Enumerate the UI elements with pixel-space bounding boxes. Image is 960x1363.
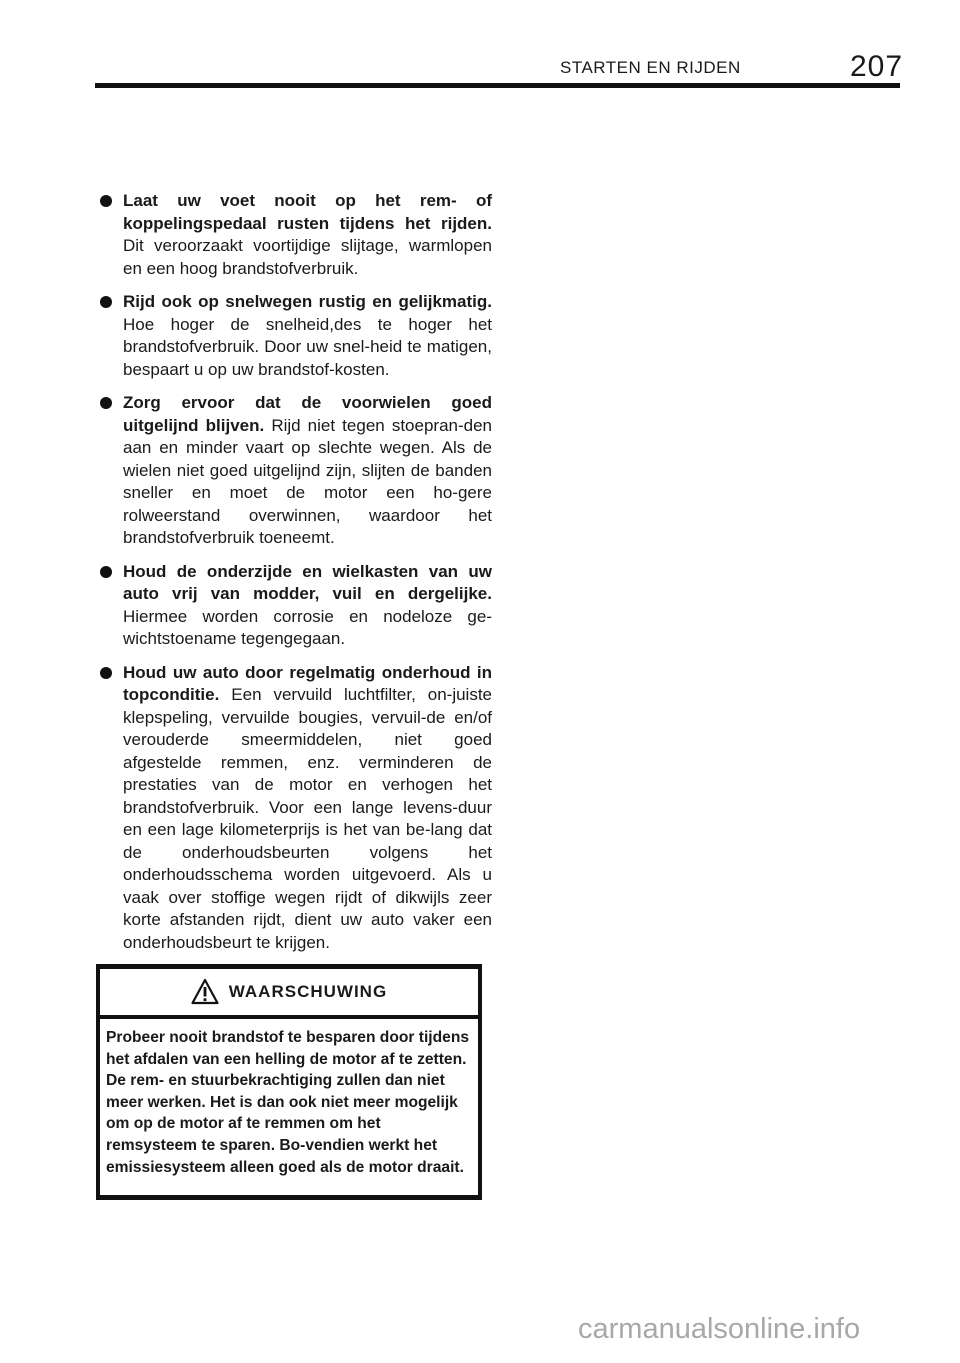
list-item: [100, 190, 492, 280]
list-item: [100, 662, 492, 955]
list-item: [100, 291, 492, 381]
bullet-icon: [100, 195, 112, 207]
item-text: Rijd niet tegen stoepran-den aan en minder vaart op slechte wegen. Als de wielen niet goed uitgelijnd zijn, slijten de banden sneller en moet de motor een ho-gere rolweerstand overwinnen, waardoor het brandstofverbruik toeneemt.: [123, 415, 492, 547]
watermark: carmanualsonline.info: [578, 1313, 861, 1345]
warning-box: [96, 964, 482, 1200]
warning-header: [100, 969, 478, 1019]
item-lead: Zorg ervoor dat de voorwielen goed uitgelijnd blijven.: [123, 393, 492, 435]
warning-triangle-icon: [191, 978, 219, 1006]
item-lead: Laat uw voet nooit op het rem- of koppelingspedaal rusten tijdens het rijden.: [123, 191, 492, 233]
item-text: Hiermee worden corrosie en nodeloze ge-wichtstoename tegengegaan.: [123, 606, 492, 648]
bullet-icon: [100, 296, 112, 308]
section-title: STARTEN EN RIJDEN: [560, 58, 741, 77]
item-lead: Houd uw auto door regelmatig onderhoud in topconditie.: [123, 662, 492, 704]
bullet-icon: [100, 667, 112, 679]
item-lead: Rijd ook op snelwegen rustig en gelijkmatig.: [123, 292, 492, 311]
item-lead: Houd de onderzijde en wielkasten van uw auto vrij van modder, vuil en dergelijke.: [123, 561, 492, 603]
bullet-icon: [100, 566, 112, 578]
item-text: Dit veroorzaakt voortijdige slijtage, warmlopen en een hoog brandstofverbruik.: [123, 236, 492, 278]
header-divider: [95, 83, 900, 88]
warning-text: Probeer nooit brandstof te besparen door tijdens het afdalen van een helling de motor af te zetten. De rem- en stuurbekrachtiging zullen dan niet meer werken. Het is dan ook niet meer mogelijk om op de motor af te remmen om het remsysteem te sparen. Bo-vendien werkt het emissiesysteem alleen goed als de motor draait.: [106, 1029, 470, 1176]
bullet-icon: [100, 397, 112, 409]
warning-title: WAARSCHUWING: [228, 982, 388, 1001]
list-item: [100, 561, 492, 651]
tips-list: [100, 190, 492, 965]
list-item: [100, 392, 492, 550]
item-text: Hoe hoger de snelheid,des te hoger het brandstofverbruik. Door uw snel-heid te matigen, bespaart u op uw brandstof-kosten.: [123, 314, 492, 379]
item-text: Een vervuild luchtfilter, on-juiste klepspeling, vervuilde bougies, vervuil-de en/of verouderde smeermiddelen, niet goed afgestelde remmen, enz. verminderen de prestaties van de motor en verhogen het brandstofverbruik. Voor een lange levens-duur en een lage kilometerprijs is het van be-lang dat de onderhoudsbeurten volgens het onderhoudsschema worden uitgevoerd. Als u vaak over stoffige wegen rijdt of dikwijls zeer korte afstanden rijdt, dient uw auto vaker een onderhoudsbeurt te krijgen.: [123, 685, 492, 952]
page-number: 207: [850, 50, 904, 83]
